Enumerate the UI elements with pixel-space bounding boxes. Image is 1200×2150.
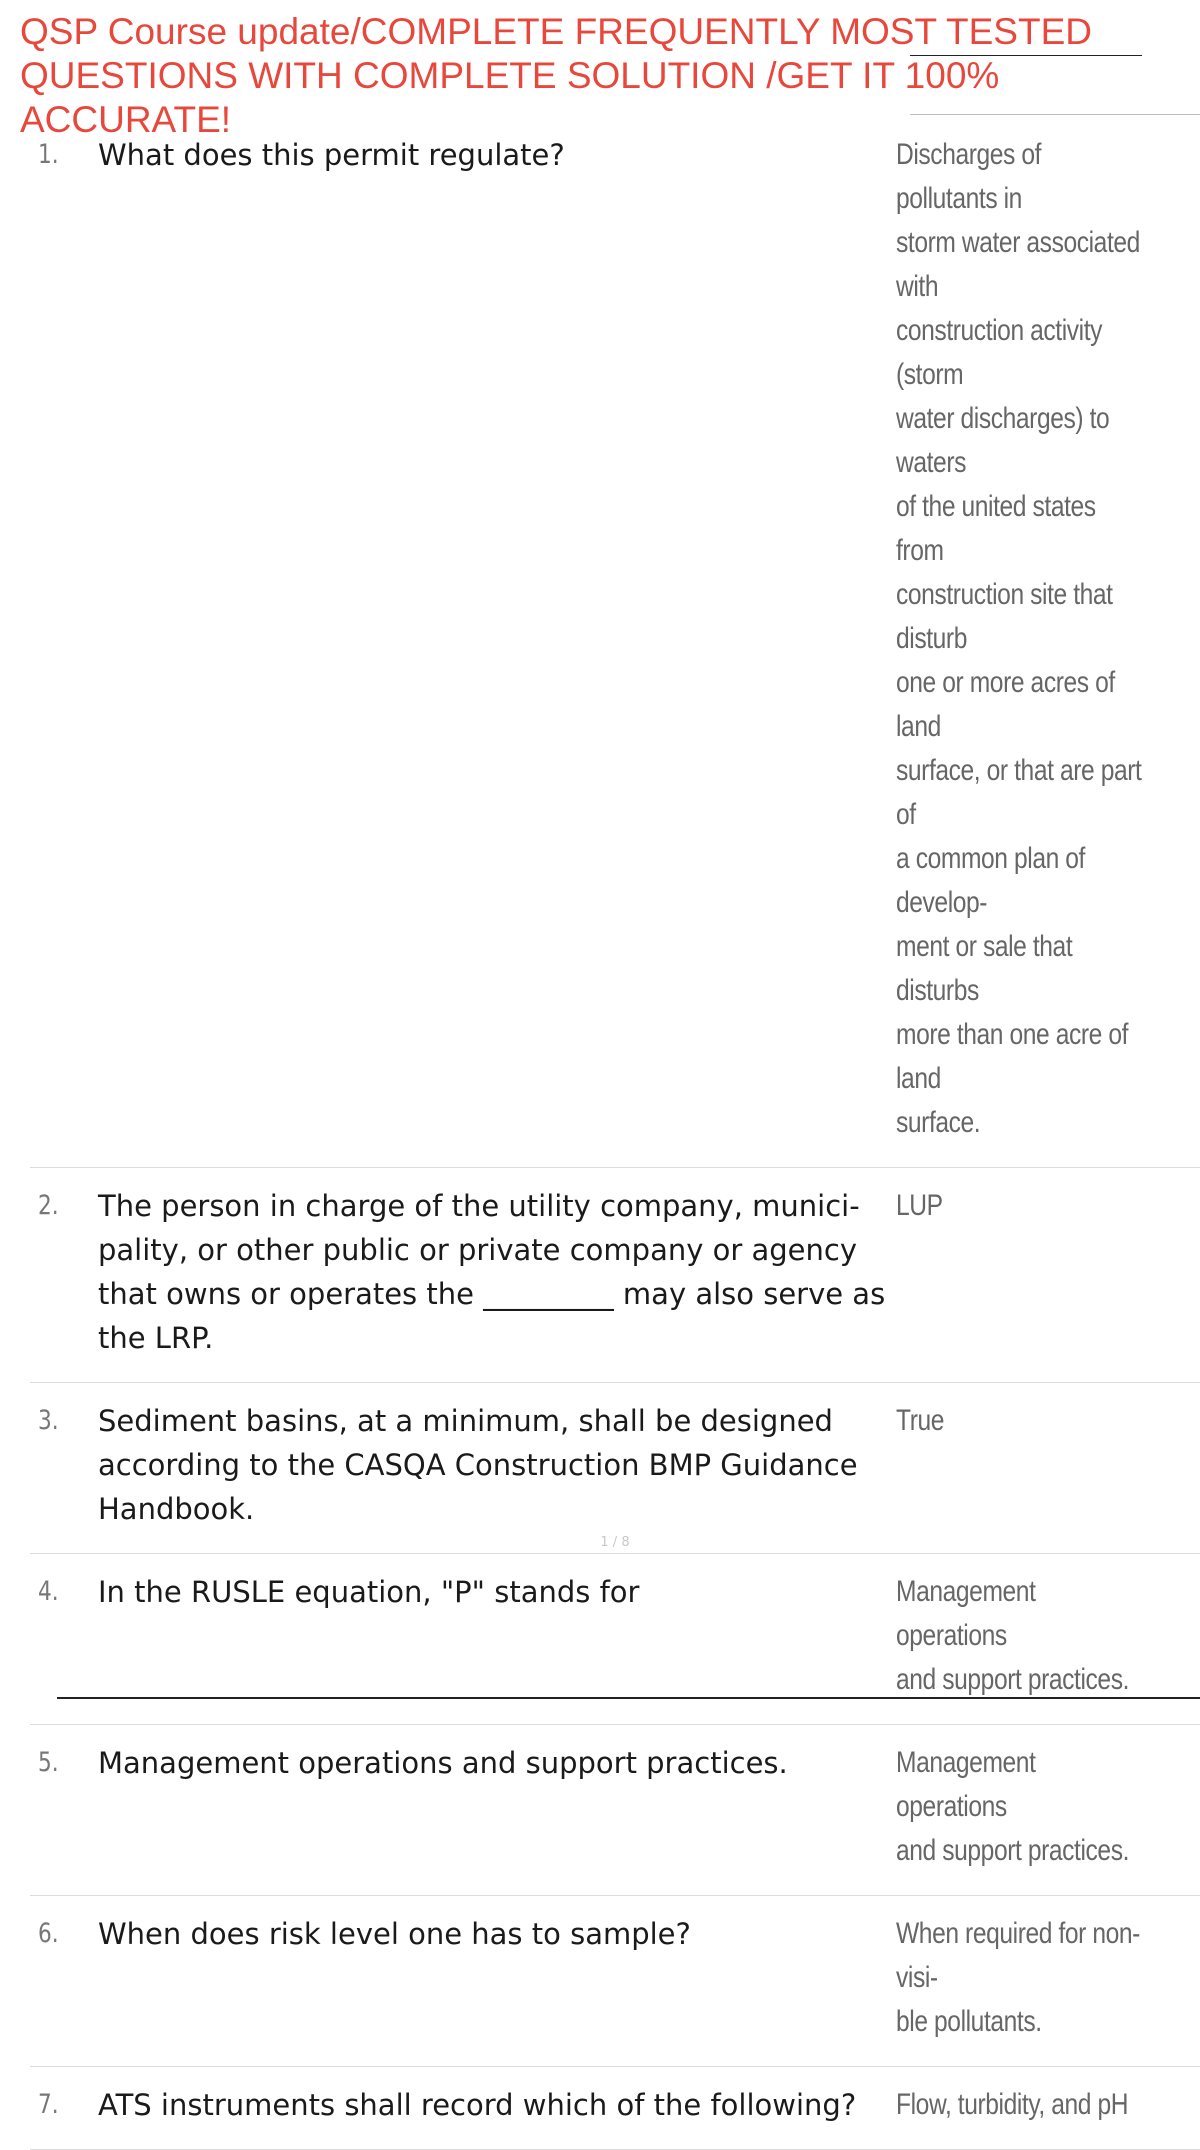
answer-text: Management operations and support practices.: [896, 1575, 1130, 1696]
qa-row-1: [30, 117, 1200, 1168]
question-number: 7.: [38, 2089, 59, 2120]
question-text: The person in charge of the utility company, munici-pality, or other public or private company or agency that owns or operates the _________ may also serve as the LRP.: [98, 1189, 886, 1355]
qa-row-6: [30, 1896, 1200, 2067]
question-number: 4.: [38, 1576, 59, 1607]
answer-text: When required for non-visi- ble pollutants.: [896, 1917, 1140, 2038]
question-number: 5.: [38, 1747, 59, 1778]
question-text: Management operations and support practices.: [98, 1746, 788, 1780]
answer-text: Discharges of pollutants in storm water associated with construction activity (storm water discharges) to waters of the united states from construction site that disturb one or more acres of land surface, or that are part of a common plan of develop- ment or sale that disturbs more than one acre of land surface.: [896, 138, 1142, 1139]
qa-row-3: [30, 1383, 1200, 1554]
question-text: In the RUSLE equation, "P" stands for: [98, 1575, 640, 1609]
footer-rule: [57, 1697, 1200, 1699]
answer-text: True: [896, 1404, 945, 1437]
question-number: 6.: [38, 1918, 59, 1949]
question-number: 3.: [38, 1405, 59, 1436]
answer-text: Flow, turbidity, and pH: [896, 2088, 1129, 2121]
header-divider: [910, 114, 1200, 115]
question-text: When does risk level one has to sample?: [98, 1917, 691, 1951]
title-underline: [910, 55, 1142, 56]
qa-row-4: [30, 1554, 1200, 1725]
question-text: Sediment basins, at a minimum, shall be designed according to the CASQA Construction BMP Guidance Handbook.: [98, 1404, 858, 1526]
qa-row-2: [30, 1168, 1200, 1383]
question-answer-list: [30, 117, 1200, 2150]
document-title: QSP Course update/COMPLETE FREQUENTLY MOST TESTED QUESTIONS WITH COMPLETE SOLUTION /GET IT 100% ACCURATE!: [20, 11, 1092, 140]
page-number: 1 / 8: [600, 1535, 630, 1550]
answer-text: LUP: [896, 1189, 943, 1222]
qa-row-5: [30, 1725, 1200, 1896]
answer-text: Management operations and support practices.: [896, 1746, 1130, 1867]
question-number: 2.: [38, 1190, 59, 1221]
question-text: What does this permit regulate?: [98, 138, 565, 172]
question-number: 1.: [38, 139, 59, 170]
qa-row-7: [30, 2067, 1200, 2150]
question-text: ATS instruments shall record which of the following?: [98, 2088, 857, 2122]
